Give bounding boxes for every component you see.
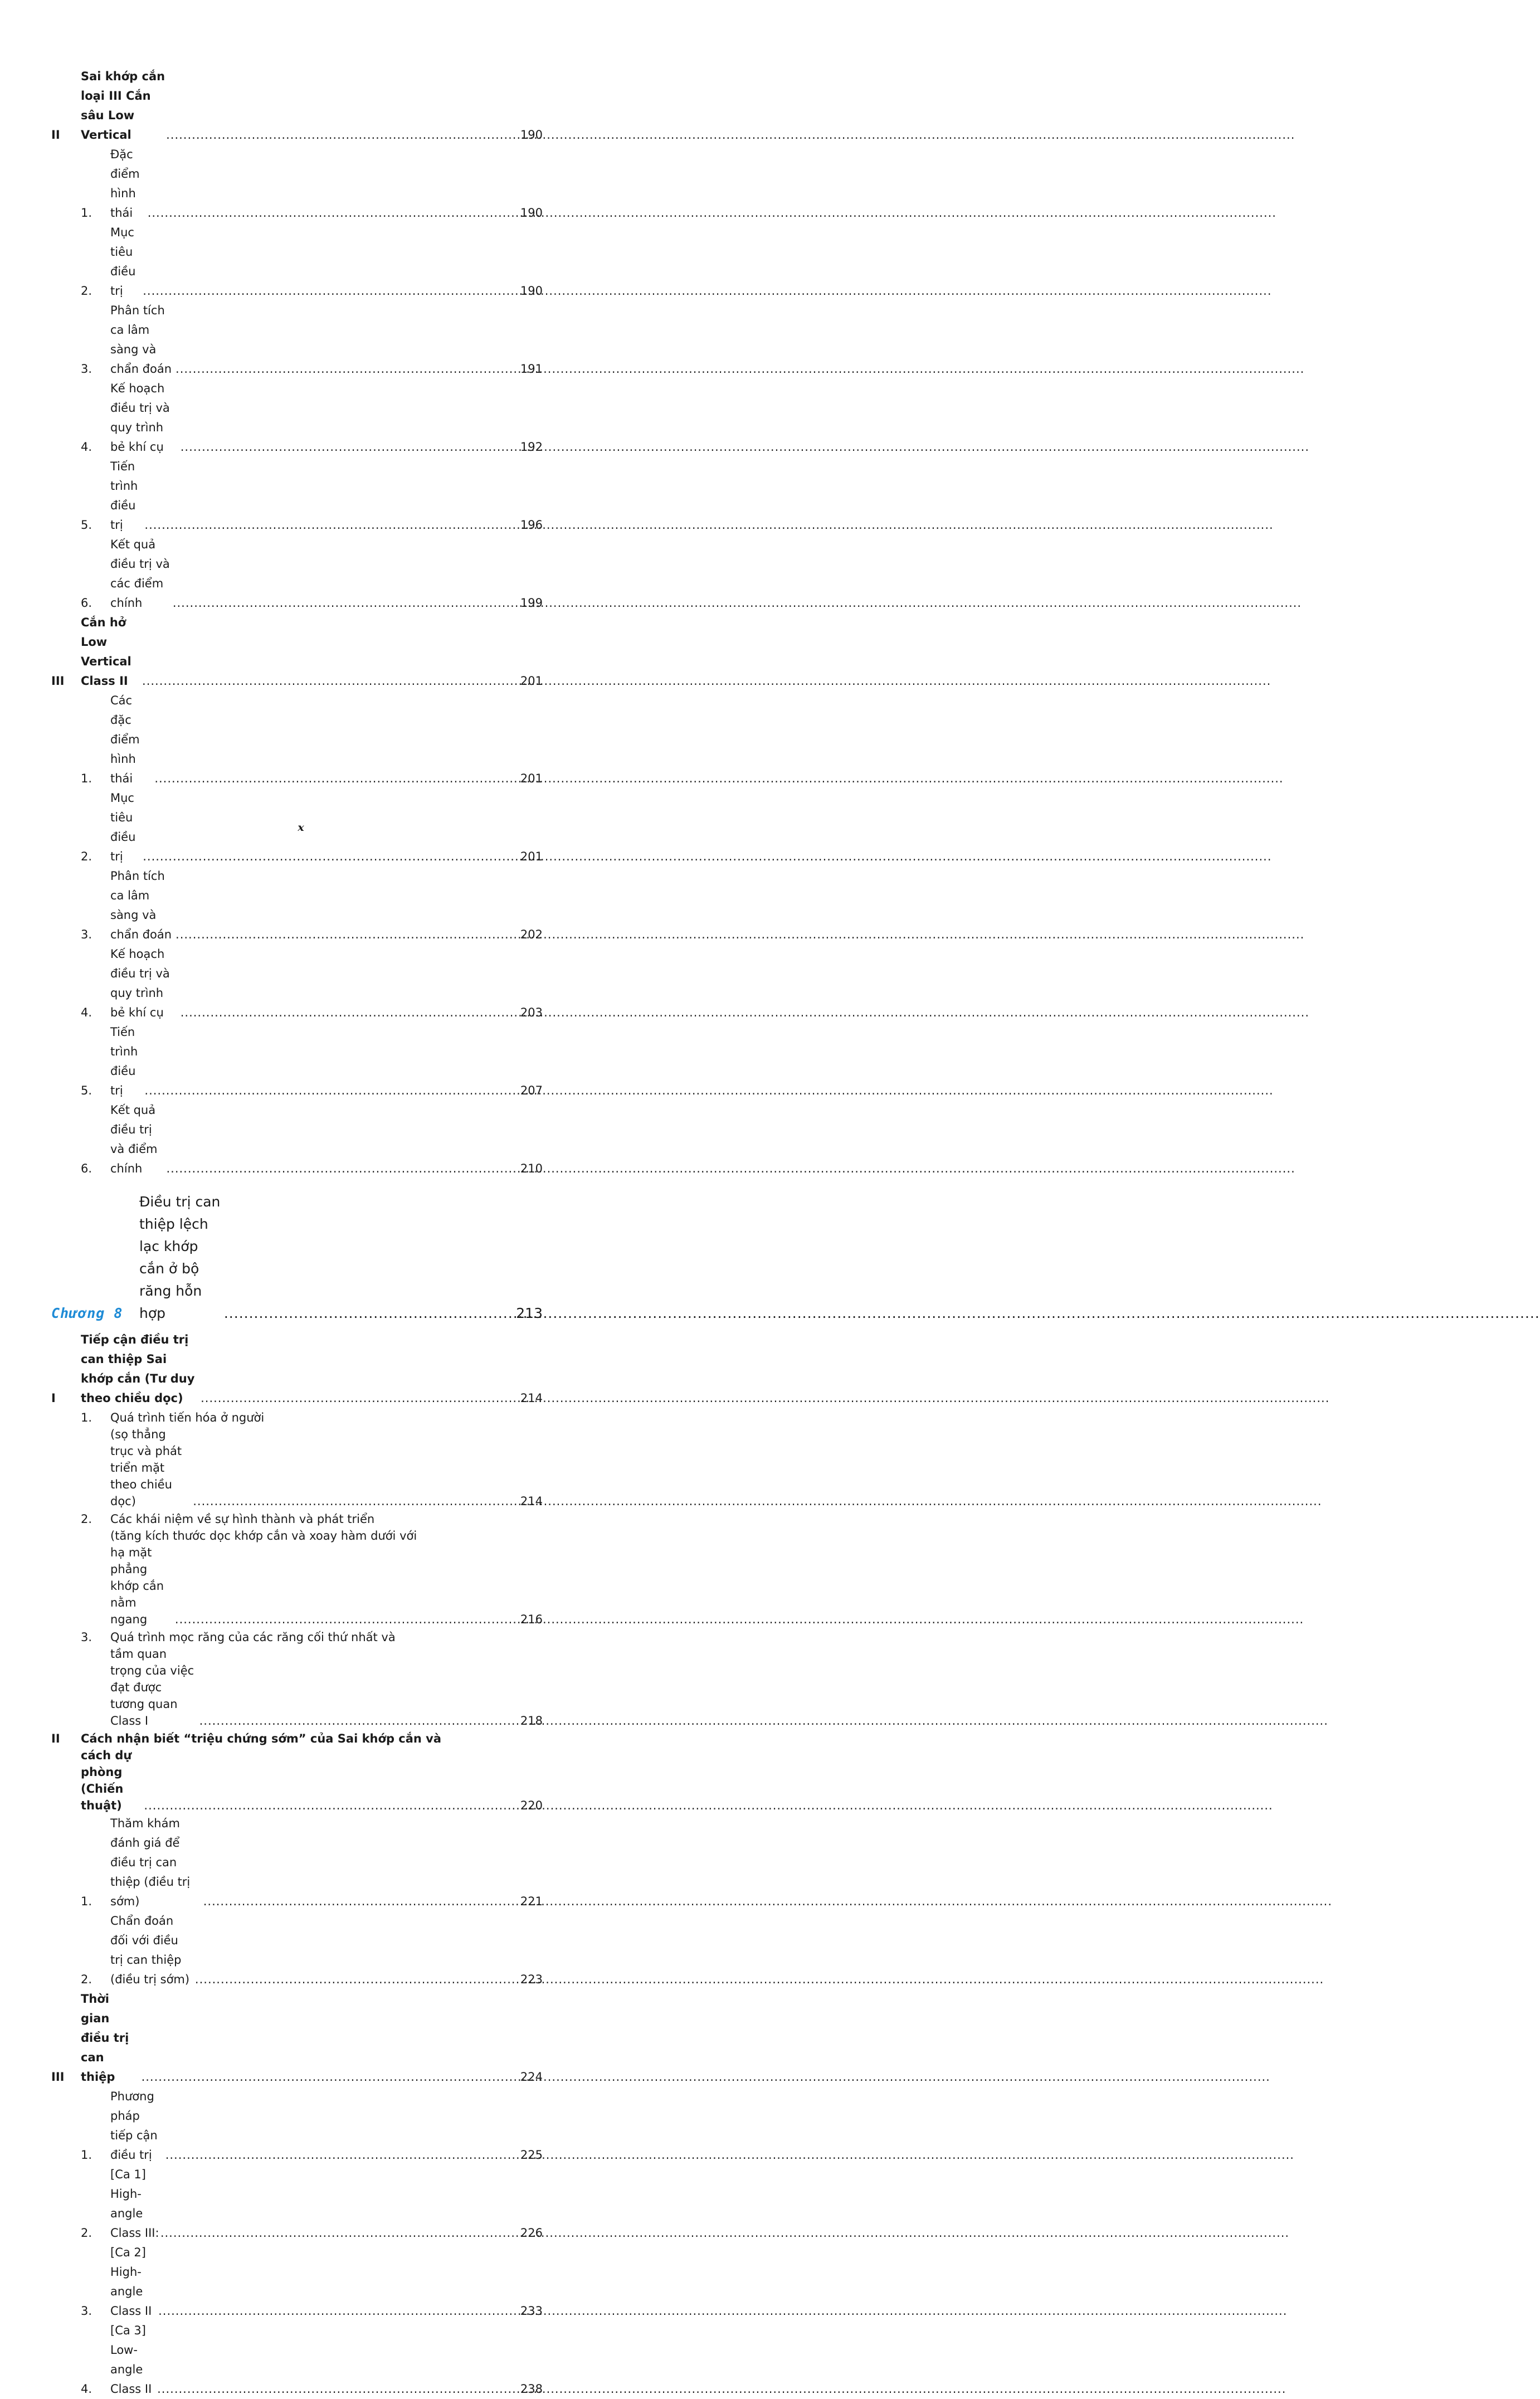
item-title: Mục tiêu điều trị xyxy=(110,226,136,298)
section-title-line: Cách nhận biết “triệu chứng sớm” của Sai khớp cắn và xyxy=(81,1732,442,1745)
page-number: 201 xyxy=(520,850,543,863)
item-title: Phương pháp tiếp cận điều trị xyxy=(110,2090,158,2162)
item-title: Các đặc điểm hình thái xyxy=(110,694,140,785)
page-number: 210 xyxy=(520,1162,543,1175)
item-number: 4. xyxy=(81,2382,92,2396)
toc-item-row[interactable] xyxy=(51,691,543,789)
dot-leader xyxy=(142,2067,520,2087)
dot-leader xyxy=(143,281,520,301)
toc-item-row[interactable] xyxy=(51,1408,543,1510)
page-number: 225 xyxy=(520,2148,543,2162)
item-title-line: Quá trình tiến hóa ở người xyxy=(110,1411,265,1424)
item-number: 2. xyxy=(81,2226,92,2240)
page-number: 192 xyxy=(520,440,543,454)
item-number: 3. xyxy=(81,362,92,376)
item-title: Kết quả điều trị và điểm chính xyxy=(110,1103,158,1175)
item-title: Phân tích ca lâm sàng và chẩn đoán xyxy=(110,869,172,941)
item-number: 2. xyxy=(81,284,92,298)
section-title-line: cách dự phòng (Chiến thuật) xyxy=(81,1749,132,1812)
dot-leader xyxy=(181,1003,520,1023)
dot-leader xyxy=(224,1302,515,1325)
section-numeral: II xyxy=(51,1732,60,1745)
item-number: 6. xyxy=(81,596,92,610)
toc-item-row[interactable] xyxy=(51,145,543,223)
page-number: 203 xyxy=(520,1006,543,1019)
toc-section-row[interactable] xyxy=(51,1729,543,1814)
dot-leader xyxy=(142,671,520,691)
toc-item-row[interactable] xyxy=(51,301,543,379)
item-title: [Ca 1] High-angle Class III: xyxy=(110,2168,159,2240)
page-number: 233 xyxy=(520,2304,543,2318)
page-number: 220 xyxy=(520,1799,543,1812)
item-number: 2. xyxy=(81,1973,92,1986)
item-number: 4. xyxy=(81,1006,92,1019)
item-number: 1. xyxy=(81,772,92,785)
item-title: Kế hoạch điều trị và quy trình bẻ khí cụ xyxy=(110,382,170,454)
item-number: 5. xyxy=(81,1084,92,1097)
toc-item-row[interactable] xyxy=(51,2165,543,2243)
section-numeral: III xyxy=(51,2070,65,2084)
dot-leader xyxy=(181,437,520,457)
page-number: 214 xyxy=(520,1495,543,1508)
chapter-label: Chương 8 xyxy=(51,1305,123,1321)
item-title: Thăm khám đánh giá để điều trị can thiệp (điều trị sớm) xyxy=(110,1817,191,1908)
item-title: Mục tiêu điều trị xyxy=(110,791,136,863)
page-number: 226 xyxy=(520,2226,543,2240)
dot-leader xyxy=(199,1712,520,1729)
page-number: 218 xyxy=(520,1714,543,1728)
item-number: 2. xyxy=(81,1512,92,1526)
page-number: 201 xyxy=(520,772,543,785)
dot-leader xyxy=(160,2223,520,2243)
page-number: 223 xyxy=(520,1973,543,1986)
item-number: 6. xyxy=(81,1162,92,1175)
dot-leader xyxy=(157,2379,520,2399)
dot-leader xyxy=(201,1389,520,1408)
toc-item-row[interactable] xyxy=(51,2243,543,2321)
section-title: Cắn hở Low Vertical Class II xyxy=(81,616,131,688)
page-number: 190 xyxy=(520,206,543,220)
dot-leader xyxy=(166,1159,519,1179)
dot-leader xyxy=(173,593,520,613)
item-number: 3. xyxy=(81,2304,92,2318)
page-number: 207 xyxy=(520,1084,543,1097)
section-numeral: II xyxy=(51,128,60,142)
item-title: [Ca 2] High-angle Class II xyxy=(110,2246,152,2318)
page-number: 190 xyxy=(520,128,543,142)
section-numeral: I xyxy=(51,1391,56,1405)
item-title-line: Quá trình mọc răng của các răng cối thứ nhất và xyxy=(110,1631,396,1644)
section-numeral: III xyxy=(51,674,65,688)
dot-leader xyxy=(143,847,520,867)
toc-item-row[interactable] xyxy=(51,379,543,457)
page-number: 199 xyxy=(520,596,543,610)
chapter-title: Điều trị can thiệp lệch lạc khớp cắn ở bộ răng hỗn hợp xyxy=(139,1194,221,1321)
item-title-line: hạ mặt phẳng khớp cắn nằm ngang xyxy=(110,1546,164,1626)
item-title: Chẩn đoán đối với điều trị can thiệp (điều trị sớm) xyxy=(110,1914,190,1986)
chapter-heading[interactable] xyxy=(51,1191,543,1325)
page-number: 196 xyxy=(520,518,543,532)
toc-item-row[interactable] xyxy=(51,535,543,613)
page-number: 238 xyxy=(520,2382,543,2396)
dot-leader xyxy=(144,1081,520,1101)
dot-leader xyxy=(203,1892,520,1911)
toc-item-row[interactable] xyxy=(51,2087,543,2165)
toc-section-row[interactable] xyxy=(51,67,543,145)
item-number: 2. xyxy=(81,850,92,863)
item-title: Tiến trình điều trị xyxy=(110,460,138,532)
page-footer-number: x xyxy=(298,821,304,834)
toc-section-row[interactable] xyxy=(51,1330,543,1408)
dot-leader xyxy=(154,769,520,789)
page-number: 213 xyxy=(516,1305,543,1321)
section-title: Thời gian điều trị can thiệp xyxy=(81,1992,129,2084)
page-number: 224 xyxy=(520,2070,543,2084)
dot-leader xyxy=(166,125,520,145)
toc-item-row[interactable] xyxy=(51,1814,543,1911)
item-number: 1. xyxy=(81,206,92,220)
item-title: Tiến trình điều trị xyxy=(110,1025,138,1097)
dot-leader xyxy=(176,925,520,945)
item-title-line: Các khái niệm về sự hình thành và phát triển xyxy=(110,1512,375,1526)
dot-leader xyxy=(148,203,520,223)
toc-item-row[interactable] xyxy=(51,457,543,535)
toc-item-row[interactable] xyxy=(51,867,543,945)
section-title: Sai khớp cắn loại III Cắn sâu Low Vertical xyxy=(81,70,165,142)
item-number: 3. xyxy=(81,1631,92,1644)
item-title: [Ca 3] Low-angle Class II xyxy=(110,2324,152,2396)
item-title-line: (sọ thẳng trục và phát triển mặt theo chiều dọc) xyxy=(110,1428,182,1508)
page-number: 191 xyxy=(520,362,543,376)
toc-item-row[interactable] xyxy=(51,223,543,301)
dot-leader xyxy=(144,1797,519,1814)
item-number: 1. xyxy=(81,2148,92,2162)
item-number: 1. xyxy=(81,1411,92,1424)
page-number: 216 xyxy=(520,1613,543,1626)
item-title-line: (tăng kích thước dọc khớp cắn và xoay hàm dưới với xyxy=(110,1529,417,1542)
item-number: 3. xyxy=(81,928,92,941)
toc-section-row[interactable] xyxy=(51,1989,543,2087)
toc-item-row[interactable] xyxy=(51,2321,543,2399)
table-of-contents xyxy=(51,67,543,2399)
dot-leader xyxy=(193,1493,520,1510)
item-title: Phân tích ca lâm sàng và chẩn đoán xyxy=(110,304,172,376)
toc-item-row[interactable] xyxy=(51,1911,543,1989)
item-number: 5. xyxy=(81,518,92,532)
item-number: 4. xyxy=(81,440,92,454)
item-title: Đặc điểm hình thái xyxy=(110,148,140,220)
item-title-line: tầm quan trọng của việc đạt được tương quan Class I xyxy=(110,1647,194,1728)
toc-item-row[interactable] xyxy=(51,945,543,1023)
page-number: 202 xyxy=(520,928,543,941)
section-title: Tiếp cận điều trị can thiệp Sai khớp cắn (Tư duy theo chiều dọc) xyxy=(81,1333,195,1405)
page-number: 214 xyxy=(520,1391,543,1405)
toc-item-row[interactable] xyxy=(51,1023,543,1101)
page-number: 221 xyxy=(520,1895,543,1908)
dot-leader xyxy=(175,1611,520,1628)
dot-leader xyxy=(176,359,520,379)
toc-item-row[interactable] xyxy=(51,1101,543,1179)
item-title: Kết quả điều trị và các điểm chính xyxy=(110,538,170,610)
toc-section-row[interactable] xyxy=(51,613,543,691)
item-number: 1. xyxy=(81,1895,92,1908)
page-number: 201 xyxy=(520,674,543,688)
toc-item-row[interactable] xyxy=(51,1510,543,1628)
item-title: Kế hoạch điều trị và quy trình bẻ khí cụ xyxy=(110,947,170,1019)
dot-leader xyxy=(165,2145,520,2165)
page-number: 190 xyxy=(520,284,543,298)
dot-leader xyxy=(158,2301,520,2321)
dot-leader xyxy=(195,1970,520,1989)
dot-leader xyxy=(144,515,520,535)
toc-item-row[interactable] xyxy=(51,1628,543,1729)
